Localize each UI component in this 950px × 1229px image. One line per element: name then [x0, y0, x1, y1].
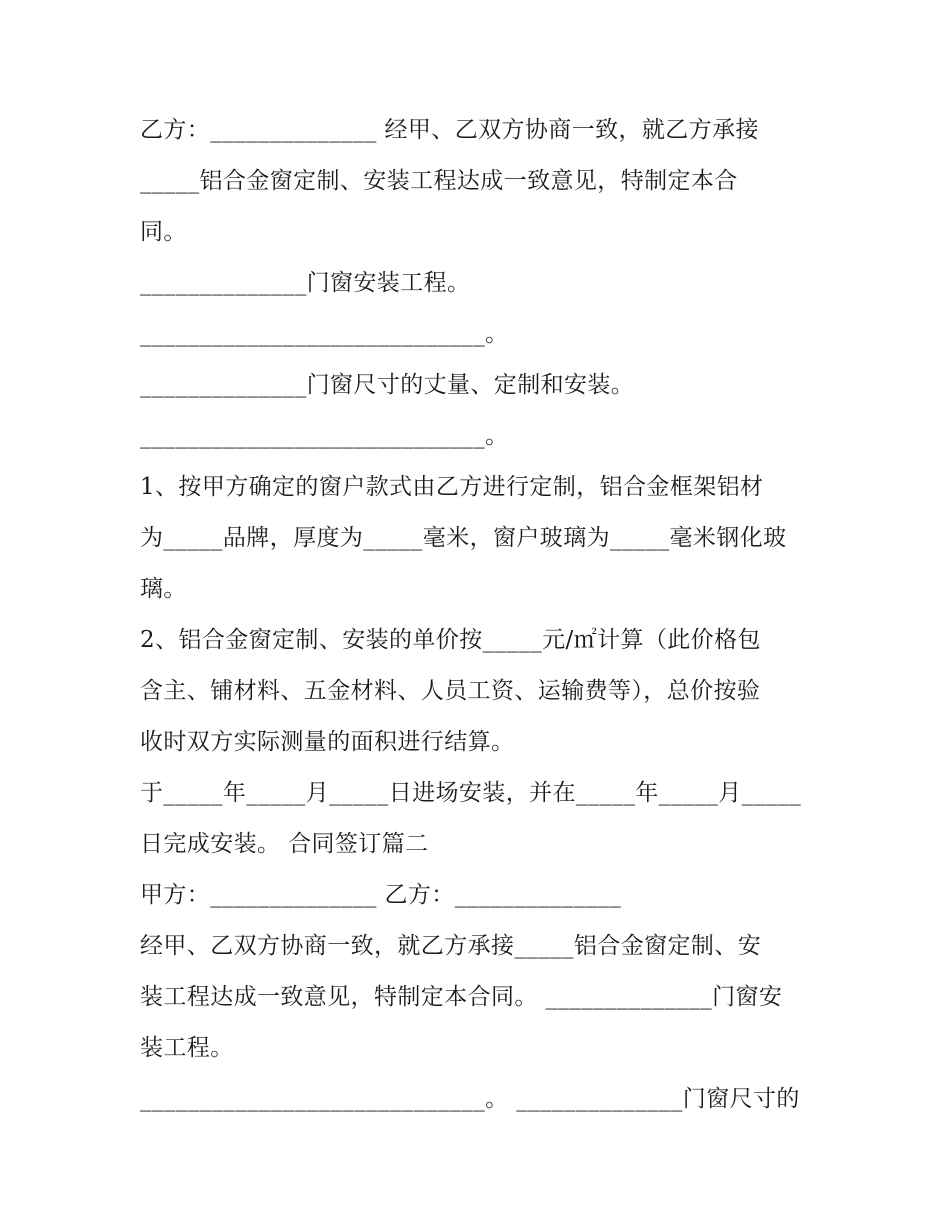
- text-line: 甲方：______________ 乙方：______________: [140, 882, 622, 908]
- text-line: 璃。: [140, 576, 187, 602]
- text-line: 含主、铺材料、五金材料、人员工资、运输费等），总价按验: [140, 678, 761, 704]
- text-line: 1、按甲方确定的窗户款式由乙方进行定制，铝合金框架铝材: [140, 474, 764, 500]
- text-line: _____铝合金窗定制、安装工程达成一致意见，特制定本合: [140, 168, 738, 194]
- text-line: 装工程。: [140, 1035, 234, 1061]
- text-line: 为_____品牌，厚度为_____毫米，窗户玻璃为_____毫米钢化玻: [140, 525, 787, 551]
- text-line: 日完成安装。 合同签订篇二: [140, 831, 429, 857]
- text-line: ______________门窗尺寸的丈量、定制和安装。: [140, 372, 635, 398]
- text-line: 经甲、乙双方协商一致，就乙方承接_____铝合金窗定制、安: [140, 933, 762, 959]
- text-line: _____________________________。 ______________门窗尺寸的: [140, 1086, 800, 1112]
- text-line: 于_____年_____月_____日进场安装，并在_____年_____月_____: [140, 780, 802, 806]
- text-line: 装工程达成一致意见，特制定本合同。 ______________门窗安: [140, 984, 783, 1010]
- text-line: 乙方：______________ 经甲、乙双方协商一致，就乙方承接: [140, 117, 759, 143]
- text-line: _____________________________。: [140, 321, 509, 347]
- text-line: 收时双方实际测量的面积进行结算。: [140, 729, 515, 755]
- text-line: 2、铝合金窗定制、安装的单价按_____元/㎡计算（此价格包: [140, 627, 761, 653]
- text-line: _____________________________。: [140, 423, 509, 449]
- text-line: 同。: [140, 219, 187, 245]
- text-line: ______________门窗安装工程。: [140, 270, 471, 296]
